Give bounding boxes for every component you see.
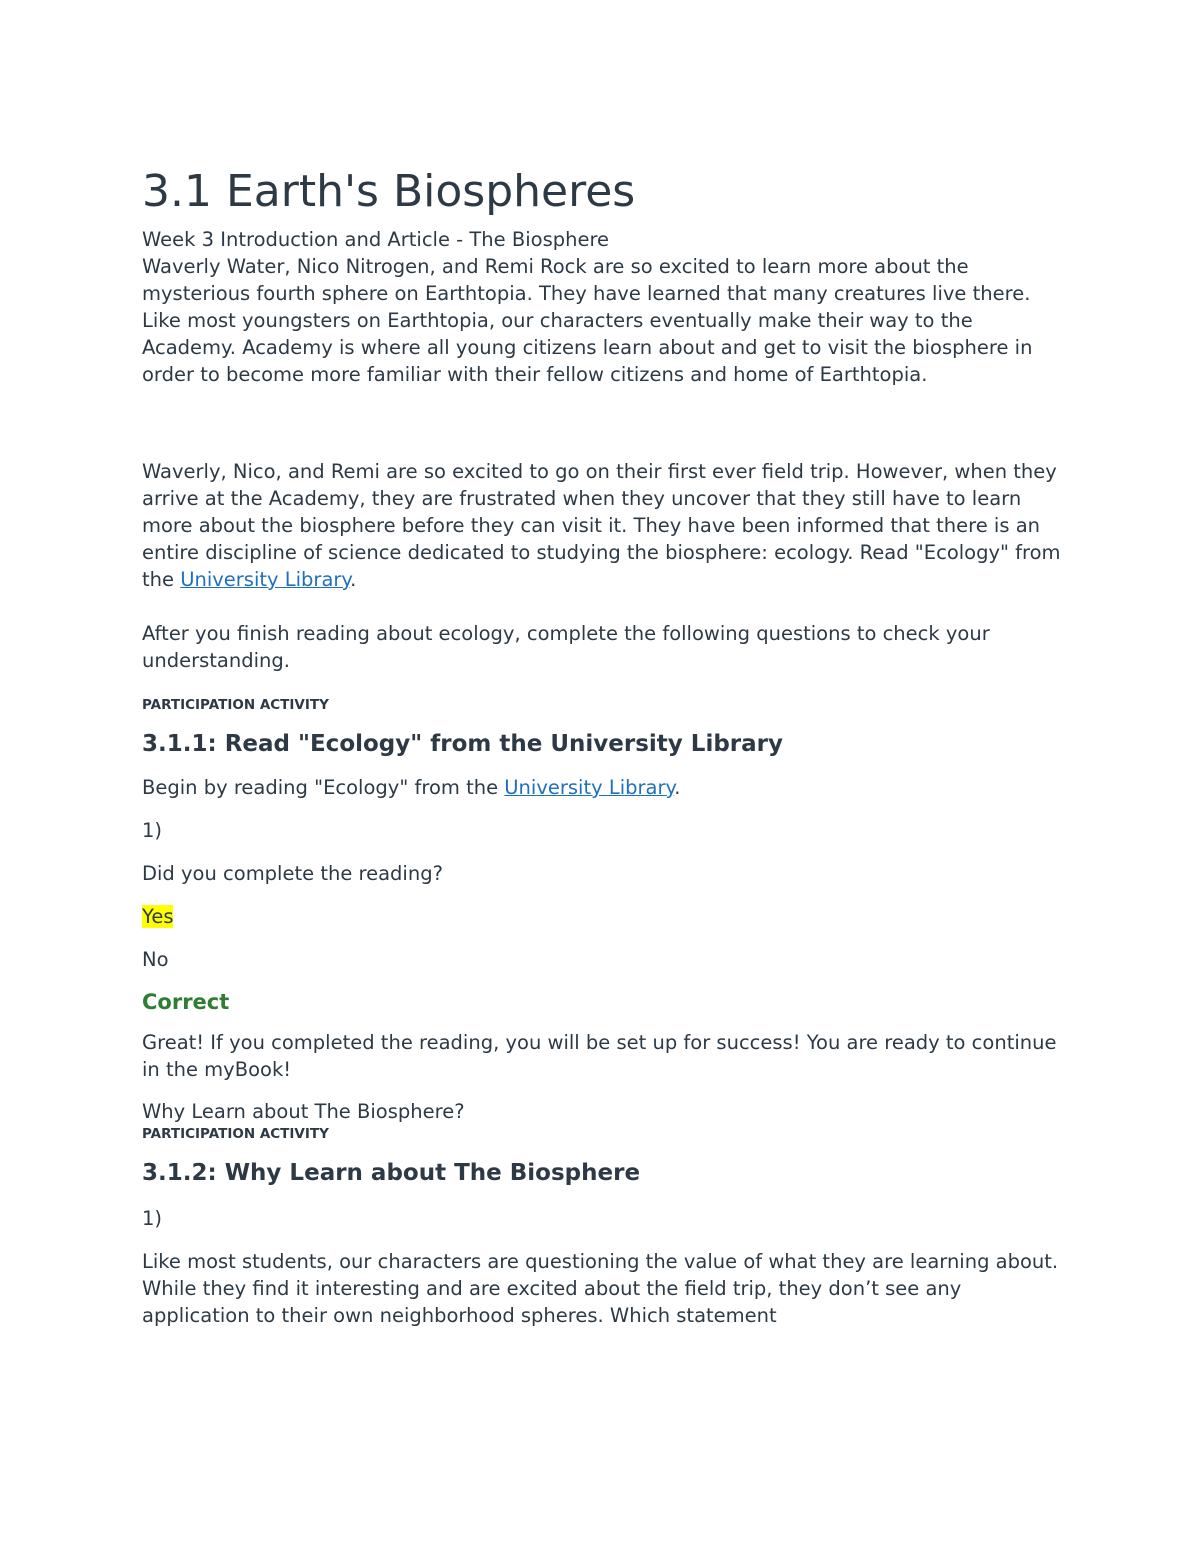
- result-correct: Correct: [142, 990, 230, 1014]
- section-title: Why Learn about The Biosphere?: [142, 1100, 465, 1123]
- question-text-2: Like most students, our characters are questioning the value of what they are learning about. While they find it interesting and are excited about the field trip, they don’t see any application to their own neighborhood spheres. Which statement: [142, 1250, 1059, 1327]
- field-trip-paragraph: [142, 458, 1072, 593]
- participation-activity-label-2: PARTICIPATION ACTIVITY: [142, 1126, 329, 1142]
- answer-option-yes-label: Yes: [142, 905, 174, 928]
- field-trip-text: Waverly, Nico, and Remi are so excited to go on their first ever field trip. However, when they arrive at the Academy, they are frustrated when they uncover that they still have to learn more about the biosphere before they can visit it. They have been informed that there is an entire discipline of science dedicated to studying the biosphere: ecology. Read "Ecology" from the: [142, 460, 1061, 591]
- university-library-link[interactable]: University Library: [180, 568, 351, 591]
- university-library-link-2[interactable]: University Library: [504, 776, 675, 799]
- feedback-text: Great! If you completed the reading, you will be set up for success! You are ready to continue in the myBook!: [142, 1031, 1057, 1081]
- answer-option-yes[interactable]: [142, 903, 1072, 930]
- page-title: 3.1 Earth's Biospheres: [142, 166, 636, 217]
- activity-heading-2: 3.1.2: Why Learn about The Biosphere: [142, 1160, 641, 1186]
- intro-paragraph: Waverly Water, Nico Nitrogen, and Remi Rock are so excited to learn more about the mysterious fourth sphere on Earthtopia. They have learned that many creatures live there. Like most youngsters on Earthtopia, our characters eventually make their way to the Academy. Academy is where all young citizens learn about and get to visit the biosphere in order to become more familiar with their fellow citizens and home of Earthtopia.: [142, 255, 1033, 386]
- question-number-2: 1): [142, 1207, 163, 1230]
- activity-instruction-end: .: [674, 776, 681, 799]
- subtitle: Week 3 Introduction and Article - The Biosphere: [142, 228, 610, 251]
- activity-instruction-text: Begin by reading "Ecology" from the: [142, 776, 505, 799]
- activity-instruction: [142, 774, 1072, 801]
- answer-option-no[interactable]: No: [142, 948, 169, 971]
- participation-activity-label: PARTICIPATION ACTIVITY: [142, 697, 329, 713]
- document-page: [142, 162, 1072, 1329]
- question-text: Did you complete the reading?: [142, 862, 443, 885]
- instructions-paragraph: After you finish reading about ecology, complete the following questions to check your understanding.: [142, 622, 990, 672]
- field-trip-text-end: .: [350, 568, 357, 591]
- activity-heading: 3.1.1: Read "Ecology" from the University Library: [142, 731, 783, 757]
- question-number: 1): [142, 819, 163, 842]
